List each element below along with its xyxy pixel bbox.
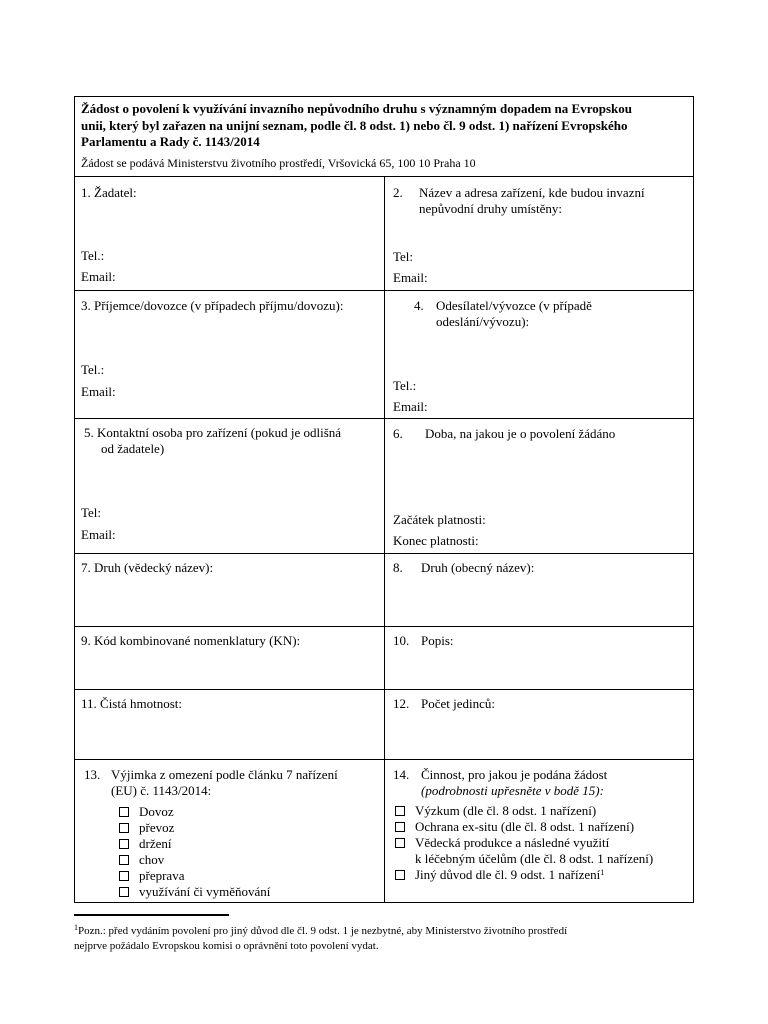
field-6-duration-label: Doba, na jakou je o povolení žádáno xyxy=(425,426,616,441)
field-8-common-name-label: Druh (obecný název): xyxy=(421,560,535,575)
submission-address: Žádost se podává Ministerstvu životního prostředí, Vršovická 65, 100 10 Praha 10 xyxy=(81,156,476,170)
checkbox[interactable] xyxy=(395,822,405,832)
form-title: Žádost o povolení k využívání invazního nepůvodního druhu s významným dopadem na Evropskou unii, který byl zařazen na unijní seznam, podle čl. 8 odst. 1) nebo čl. 9 odst. 1) nařízení Evropského Parlamentu a Rady č. 1143/2014 xyxy=(81,101,632,149)
field-3-email-label: Email: xyxy=(81,384,116,399)
option-drzeni[interactable]: držení xyxy=(119,836,270,852)
option-preprava[interactable]: přeprava xyxy=(119,868,270,884)
application-form xyxy=(74,96,694,903)
footnote-ref: 1 xyxy=(600,868,605,877)
field-5-tel-label: Tel: xyxy=(81,505,102,520)
field-14-options xyxy=(395,803,653,883)
column-divider xyxy=(384,176,385,902)
checkbox[interactable] xyxy=(119,855,129,865)
field-12-count-label: Počet jedinců: xyxy=(421,696,496,711)
field-13-number: 13. xyxy=(84,767,101,782)
checkbox[interactable] xyxy=(119,839,129,849)
field-14-activity-label: Činnost, pro jakou je podána žádost (podrobnosti upřesněte v bodě 15): xyxy=(421,767,608,798)
field-4-number: 4. xyxy=(414,298,424,313)
checkbox[interactable] xyxy=(119,823,129,833)
checkbox[interactable] xyxy=(119,807,129,817)
checkbox[interactable] xyxy=(395,870,405,880)
checkbox[interactable] xyxy=(119,887,129,897)
field-1-applicant-label: 1. Žadatel: xyxy=(81,185,137,200)
field-10-description-label: Popis: xyxy=(421,633,454,648)
footnote-separator xyxy=(74,914,229,916)
field-1-email-label: Email: xyxy=(81,269,116,284)
field-2-email-label: Email: xyxy=(393,270,428,285)
field-1-tel-label: Tel.: xyxy=(81,248,105,263)
field-2-label: Název a adresa zařízení, kde budou invazní nepůvodní druhy umístěny: xyxy=(419,185,645,216)
field-5-email-label: Email: xyxy=(81,527,116,542)
option-ochrana-ex-situ[interactable]: Ochrana ex-situ (dle čl. 8 odst. 1 nařízení) xyxy=(395,819,653,835)
field-13-options xyxy=(119,804,270,900)
field-14-number: 14. xyxy=(393,767,410,782)
option-vedecka-produkce[interactable]: Vědecká produkce a následné využití xyxy=(395,835,653,851)
field-11-net-weight-label: 11. Čistá hmotnost: xyxy=(81,696,182,711)
field-4-tel-label: Tel.: xyxy=(393,378,417,393)
option-jiny-duvod[interactable]: Jiný důvod dle čl. 9 odst. 1 nařízení$^1$ xyxy=(395,867,653,883)
field-2-number: 2. xyxy=(393,185,403,200)
option-vyuzivani[interactable]: využívání či vyměňování xyxy=(119,884,270,900)
field-7-scientific-name-label: 7. Druh (vědecký název): xyxy=(81,560,214,575)
field-3-tel-label: Tel.: xyxy=(81,362,105,377)
field-2-tel-label: Tel: xyxy=(393,249,414,264)
field-10-number: 10. xyxy=(393,633,410,648)
footnote-mark: 1 xyxy=(74,923,78,932)
field-9-cn-code-label: 9. Kód kombinované nomenklatury (KN): xyxy=(81,633,301,648)
field-5-contact-label: 5. Kontaktní osoba pro zařízení (pokud je odlišná od žadatele) xyxy=(84,425,342,456)
option-vedecka-produkce-cont: k léčebným účelům (dle čl. 8 odst. 1 nařízení) xyxy=(415,851,654,866)
field-12-number: 12. xyxy=(393,696,410,711)
checkbox[interactable] xyxy=(119,871,129,881)
option-dovoz[interactable]: Dovoz xyxy=(119,804,270,820)
field-6-end-label: Konec platnosti: xyxy=(393,533,479,548)
field-6-number: 6. xyxy=(393,426,403,441)
option-chov[interactable]: chov xyxy=(119,852,270,868)
checkbox[interactable] xyxy=(395,806,405,816)
option-prevoz[interactable]: převoz xyxy=(119,820,270,836)
field-6-start-label: Začátek platnosti: xyxy=(393,512,486,527)
checkbox[interactable] xyxy=(395,838,405,848)
field-4-email-label: Email: xyxy=(393,399,428,414)
footnote: $^1$Pozn.: před vydáním povolení pro jiný důvod dle čl. 9 odst. 1 je nezbytné, aby Ministerstvo životního prostředí nejprve požádalo Evropskou komisi o oprávnění toto povolení vydat. xyxy=(74,923,568,952)
field-3-recipient-label: 3. Příjemce/dovozce (v případech příjmu/dovozu): xyxy=(81,298,344,313)
field-13-exemption-label: Výjimka z omezení podle článku 7 nařízení (EU) č. 1143/2014: xyxy=(111,767,338,798)
field-4-label: Odesílatel/vývozce (v případě odeslání/vývozu): xyxy=(436,298,592,329)
field-8-number: 8. xyxy=(393,560,403,575)
option-vyzkum[interactable]: Výzkum (dle čl. 8 odst. 1 nařízení) xyxy=(395,803,653,819)
